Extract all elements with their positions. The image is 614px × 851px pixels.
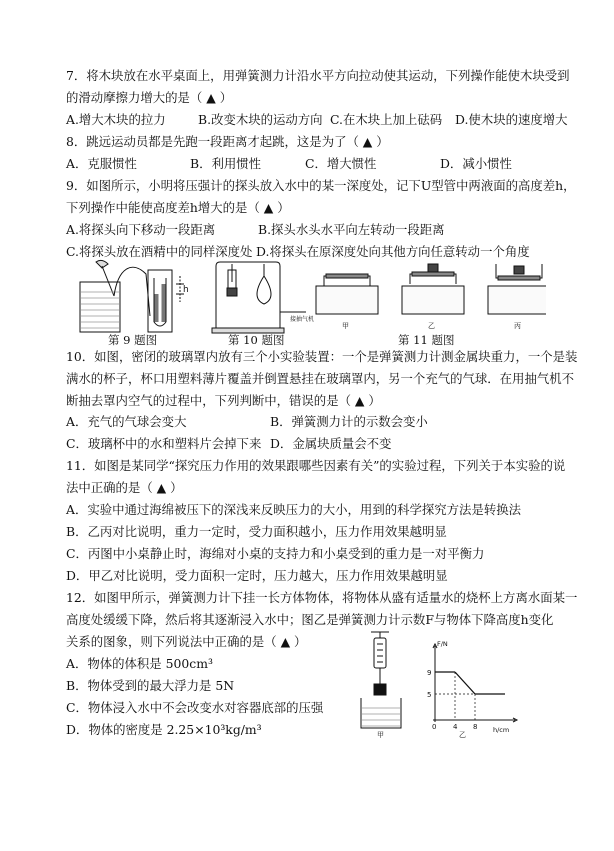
q12-stem-line1: 12．如图甲所示，弹簧测力计下挂一长方体物体，将物体从盛有适量水的烧杯上方离水面某一: [66, 590, 578, 605]
q7-stem-line2: 的滑动摩擦力增大的是（ ▲ ）: [66, 90, 233, 105]
q8-stem: 8．跳远运动员都是先跑一段距离才起跳，这是为了（ ▲ ）: [66, 134, 389, 149]
q9-option-d: D.将探头在原深度处向其他方向任意转动一个角度: [256, 244, 530, 259]
q10-option-b: B．弹簧测力计的示数会变小: [270, 414, 428, 429]
figure-10-caption: 第 10 题图: [228, 333, 285, 347]
q12-option-a: A．物体的体积是 500cm³: [66, 656, 213, 671]
q7-option-c: C.在木块上加上砝码: [330, 112, 443, 127]
graph-y-tick-5: 5: [427, 691, 432, 699]
figure-12: [355, 628, 535, 738]
figure-11-caption: 第 11 题图: [398, 333, 455, 347]
graph-segment-falling: [455, 672, 475, 694]
graph-y-tick-9: 9: [427, 669, 432, 677]
q11-option-d: D．甲乙对比说明，受力面积一定时，压力越大，压力作用效果越明显: [66, 568, 448, 583]
figure-12-label-jia: 甲: [377, 731, 384, 738]
graph-x-axis-label: h/cm: [493, 726, 510, 734]
q8-option-b: B．利用惯性: [190, 156, 262, 171]
q7-option-b: B.改变木块的运动方向: [198, 112, 323, 127]
figure-9-manometer: [80, 260, 189, 332]
q8-option-a: A．克服惯性: [66, 156, 137, 171]
q10-option-c: C．玻璃杯中的水和塑料片会掉下来: [66, 436, 262, 451]
figure-10-pump-label: 接抽气机: [290, 316, 315, 323]
q10-option-d: D．金属块质量会不变: [270, 436, 392, 451]
q11-option-c: C．丙图中小桌静止时，海绵对小桌的支持力和小桌受到的重力是一对平衡力: [66, 546, 485, 561]
q9-option-b: B.探头水头水平向左转动一段距离: [258, 222, 445, 237]
figure-strip: [66, 256, 546, 336]
figure-12-apparatus: [361, 632, 401, 738]
q11-stem-line1: 11．如图是某同学“探究压力作用的效果跟哪些因素有关”的实验过程，下列关于本实验的说: [66, 458, 566, 473]
q8-option-c: C．增大惯性: [305, 156, 377, 171]
graph-x-tick-4: 4: [453, 723, 458, 731]
q11-stem-line2: 法中正确的是（ ▲ ）: [66, 480, 183, 495]
q7-stem-line1: 7．将木块放在水平桌面上，用弹簧测力计沿水平方向拉动使其运动，下列操作能使木块受到: [66, 68, 570, 83]
graph-x-tick-0: 0: [432, 723, 437, 731]
q10-stem-line2: 满水的杯子，杯口用塑料薄片覆盖并倒置悬挂在玻璃罩内，另一个充气的气球．在用抽气机不: [66, 371, 575, 386]
figure-11-label-yi: 乙: [428, 322, 435, 330]
figure-11-foam-blocks: [316, 264, 546, 330]
q9-stem-line2: 下列操作中能使高度差h增大的是（ ▲ ）: [66, 200, 290, 215]
q10-stem-line1: 10．如图，密闭的玻璃罩内放有三个小实验装置：一个是弹簧测力计测金属块重力，一个是装: [66, 349, 578, 364]
q7-option-d: D.使木块的速度增大: [455, 112, 568, 127]
figure-9-h-label: h: [183, 285, 189, 295]
figure-9-caption: 第 9 题图: [108, 333, 158, 347]
q12-option-b: B．物体受到的最大浮力是 5N: [66, 678, 235, 693]
q10-stem-line3: 断抽去罩内空气的过程中，下列判断中，错误的是（ ▲ ）: [66, 393, 381, 408]
q12-stem-line3: 关系的图象，则下列说法中正确的是（ ▲ ）: [66, 634, 307, 649]
q12-option-d: D．物体的密度是 2.25×10³kg/m³: [66, 722, 262, 737]
q10-option-a: A．充气的气球会变大: [66, 414, 187, 429]
figure-12-graph: [427, 640, 517, 738]
figure-10-bell-jar: [212, 262, 314, 333]
q11-option-b: B．乙丙对比说明，重力一定时，受力面积越小，压力作用效果越明显: [66, 524, 447, 539]
q11-option-a: A．实验中通过海绵被压下的深浅来反映压力的大小，用到的科学探究方法是转换法: [66, 502, 522, 517]
q12-option-c: C．物体浸入水中不会改变水对容器底部的压强: [66, 700, 324, 715]
q8-option-d: D．减小惯性: [440, 156, 512, 171]
figure-11-label-jia: 甲: [342, 322, 349, 330]
q9-stem-line1: 9．如图所示，小明将压强计的探头放入水中的某一深度处，记下U型管中两液面的高度差h，: [66, 178, 576, 193]
graph-y-axis-label: F/N: [437, 640, 448, 648]
q12-stem-line2: 高度处缓缓下降，然后将其逐渐浸入水中；图乙是弹簧测力计示数F与物体下降高度h变化: [66, 612, 554, 627]
q9-option-a: A.将探头向下移动一段距离: [66, 222, 216, 237]
q9-option-c: C.将探头放在酒精中的同样深度处: [66, 244, 253, 259]
graph-x-tick-8: 8: [473, 723, 478, 731]
figure-12-label-yi: 乙: [459, 731, 466, 738]
q7-option-a: A.增大木块的拉力: [66, 112, 166, 127]
figure-11-label-bing: 丙: [514, 322, 521, 330]
